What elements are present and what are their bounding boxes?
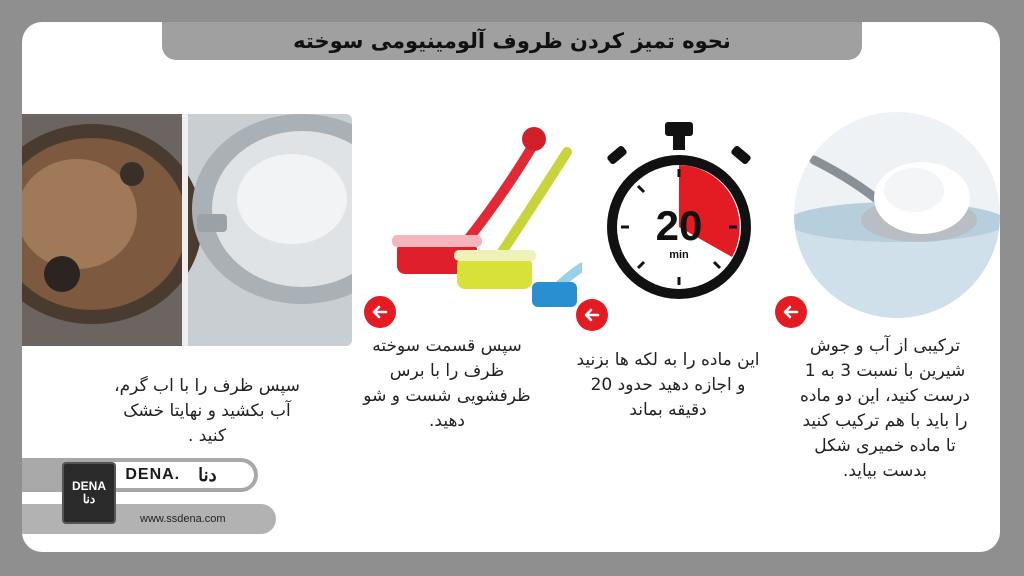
text-line: ظرفشویی شست و شو (363, 386, 531, 406)
step-1-text (774, 334, 996, 484)
timer-value: 20 (655, 202, 703, 249)
logo-top-text: DENA (71, 479, 106, 493)
brand-name-latin: DENA. (125, 466, 181, 483)
step-2-arrow-icon (576, 299, 608, 331)
baking-soda-image (794, 110, 1000, 320)
text-line: سپس ظرف را با اب گرم، (114, 376, 300, 396)
website-url-bar[interactable] (22, 504, 276, 534)
dish-brushes-image (382, 117, 582, 307)
timer-unit: min (669, 249, 689, 261)
text-line: ظرف را با برس (389, 361, 505, 381)
text-line: کنید . (187, 426, 227, 446)
website-url[interactable]: www.ssdena.com (140, 513, 226, 525)
text-line: و اجازه دهید حدود 20 (590, 375, 746, 395)
title-bar (162, 22, 862, 60)
text-line: شیرین با نسبت 3 به 1 (804, 361, 966, 381)
text-line: آب بکشید و نهایتا خشک (123, 401, 291, 421)
brand-name-persian: دنا (198, 464, 217, 485)
text-line: این ماده را به لکه ها بزنید (576, 350, 760, 370)
infographic-card (22, 22, 1000, 552)
page-title: نحوه تمیز کردن ظروف آلومینیومی سوخته (293, 29, 731, 53)
step-4-text (92, 374, 322, 449)
step-3-arrow-icon (364, 296, 396, 328)
text-line: سپس قسمت سوخته (372, 336, 522, 356)
text-line: ترکیبی از آب و جوش (809, 336, 961, 356)
timer-image (599, 122, 759, 302)
logo-bottom-text: دنا (82, 492, 96, 506)
text-line: را باید با هم ترکیب کنید (802, 411, 968, 431)
brand-logo (62, 462, 116, 524)
text-line: دهید. (429, 411, 465, 431)
text-line: درست کنید، این دو ماده (799, 386, 971, 406)
text-line: تا ماده خمیری شکل (814, 436, 956, 456)
pan-before-after-image (22, 114, 352, 346)
text-line: دقیقه بماند (629, 400, 707, 420)
brand-bar (22, 458, 258, 492)
step-3-text (352, 334, 542, 434)
step-2-text (558, 348, 778, 423)
step-1-arrow-icon (775, 296, 807, 328)
text-line: بدست بیاید. (842, 461, 928, 481)
